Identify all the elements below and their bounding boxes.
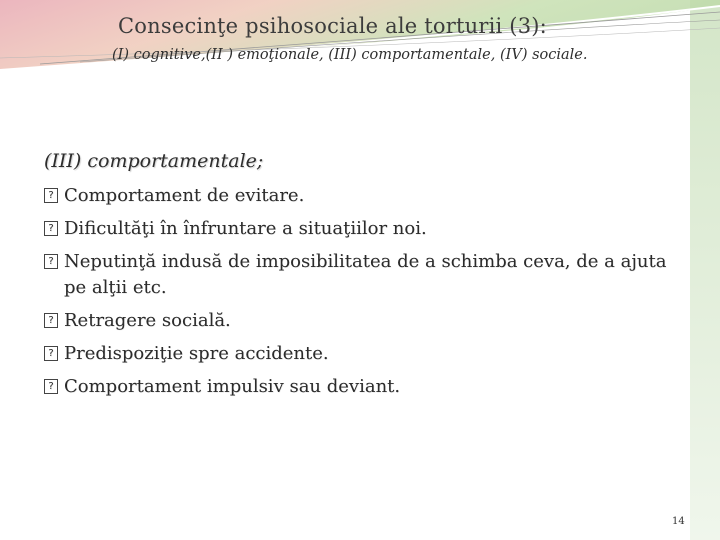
bullet-item — [44, 249, 684, 301]
bullet-text: Predispoziţie spre accidente. — [64, 343, 329, 364]
missing-glyph-box-icon: ? — [44, 254, 58, 269]
missing-glyph-box-icon: ? — [44, 379, 58, 394]
missing-glyph-box-icon: ? — [44, 346, 58, 361]
bullet-text: Retragere socială. — [64, 310, 231, 331]
bullet-text: Dificultăţi în înfruntare a situaţiilor noi. — [64, 218, 427, 239]
missing-glyph-box-icon: ? — [44, 313, 58, 328]
bullet-text: Comportament impulsiv sau deviant. — [64, 376, 401, 397]
bullet-list — [44, 183, 684, 407]
bullet-text: Neputinţă indusă de imposibilitatea de a schimba ceva, de a ajuta pe alţii etc. — [64, 251, 667, 298]
section-heading: (III) comportamentale; — [44, 150, 264, 172]
bullet-item — [44, 183, 684, 209]
bullet-item — [44, 216, 684, 242]
bullet-item — [44, 341, 684, 367]
bullet-text: Comportament de evitare. — [64, 185, 305, 206]
page-number: 14 — [672, 516, 685, 527]
missing-glyph-box-icon: ? — [44, 221, 58, 236]
slide-subtitle: (I) cognitive,(II ) emoţionale, (III) comportamentale, (IV) sociale. — [112, 47, 588, 63]
missing-glyph-box-icon: ? — [44, 188, 58, 203]
bullet-item — [44, 308, 684, 334]
slide-title: Consecinţe psihosociale ale torturii (3): — [118, 14, 547, 38]
bullet-item — [44, 374, 684, 400]
